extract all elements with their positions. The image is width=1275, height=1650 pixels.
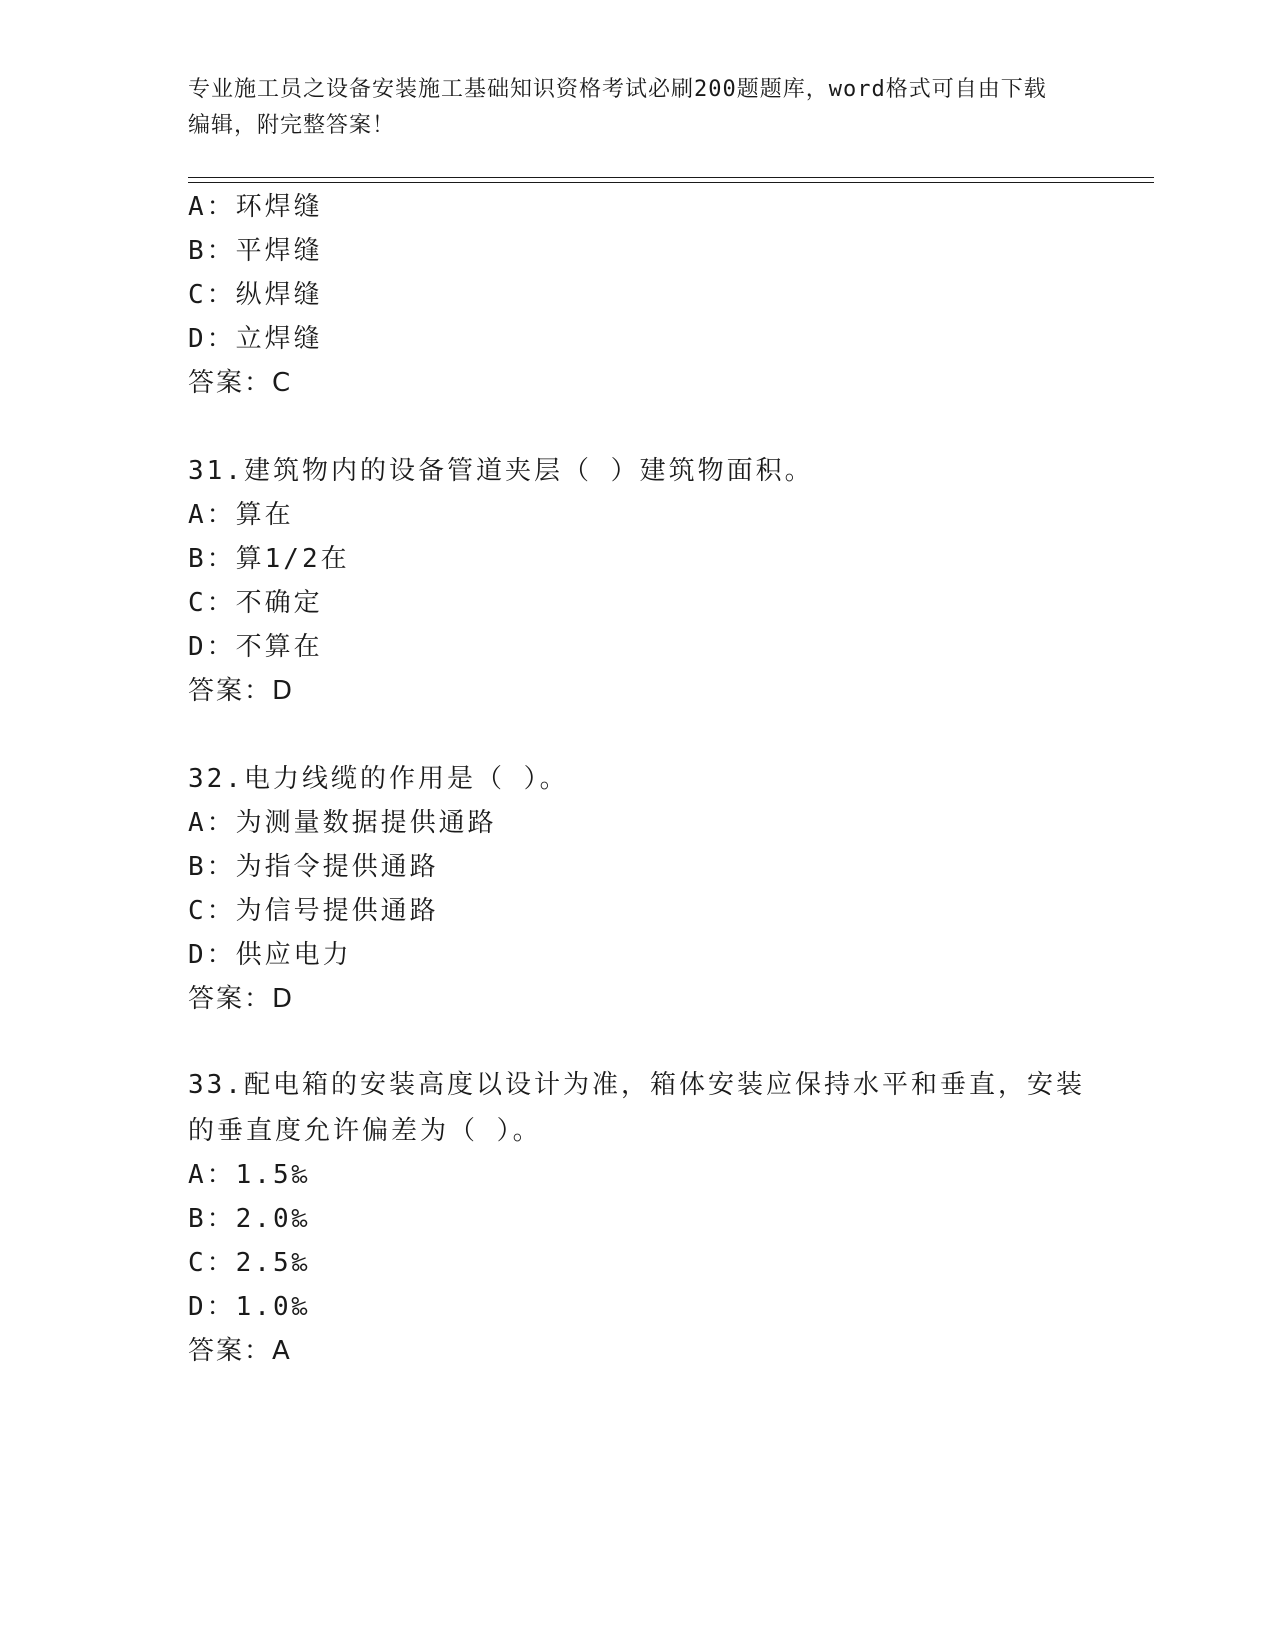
q31-question: 31.建筑物内的设备管道夹层（ ）建筑物面积。 (188, 456, 814, 486)
header-divider-top (188, 177, 1154, 178)
document-header: 专业施工员之设备安装施工基础知识资格考试必刷200题题库，word格式可自由下载编辑，附完整答案！ (188, 77, 1047, 138)
q32-option-d: D：供应电力 (188, 940, 352, 970)
q32-option-b: B：为指令提供通路 (188, 852, 439, 882)
q31-option-c: C：不确定 (188, 588, 323, 618)
q33-option-c: C：2.5‰ (188, 1248, 311, 1278)
q30-option-a: A：环焊缝 (188, 192, 323, 222)
q30-option-d: D：立焊缝 (188, 324, 323, 354)
header-divider-bottom (188, 182, 1154, 183)
q32-option-c: C：为信号提供通路 (188, 896, 439, 926)
q33-answer: 答案：A (188, 1336, 292, 1366)
q32-question: 32.电力线缆的作用是（ ）。 (188, 764, 569, 794)
q30-answer: 答案：C (188, 368, 293, 398)
q31-option-b: B：算1/2在 (188, 544, 350, 574)
q31-answer: 答案：D (188, 676, 295, 706)
q33-option-a: A：1.5‰ (188, 1160, 311, 1190)
q30-option-b: B：平焊缝 (188, 236, 323, 266)
q32-answer: 答案：D (188, 984, 295, 1014)
q31-option-d: D：不算在 (188, 632, 323, 662)
q32-option-a: A：为测量数据提供通路 (188, 808, 497, 838)
q31-option-a: A：算在 (188, 500, 294, 530)
q33-option-d: D：1.0‰ (188, 1292, 311, 1322)
q33-question: 33.配电箱的安装高度以设计为准，箱体安装应保持水平和垂直，安装的垂直度允许偏差为（ ）。 (188, 1070, 1085, 1146)
q33-option-b: B：2.0‰ (188, 1204, 311, 1234)
q30-option-c: C：纵焊缝 (188, 280, 323, 310)
